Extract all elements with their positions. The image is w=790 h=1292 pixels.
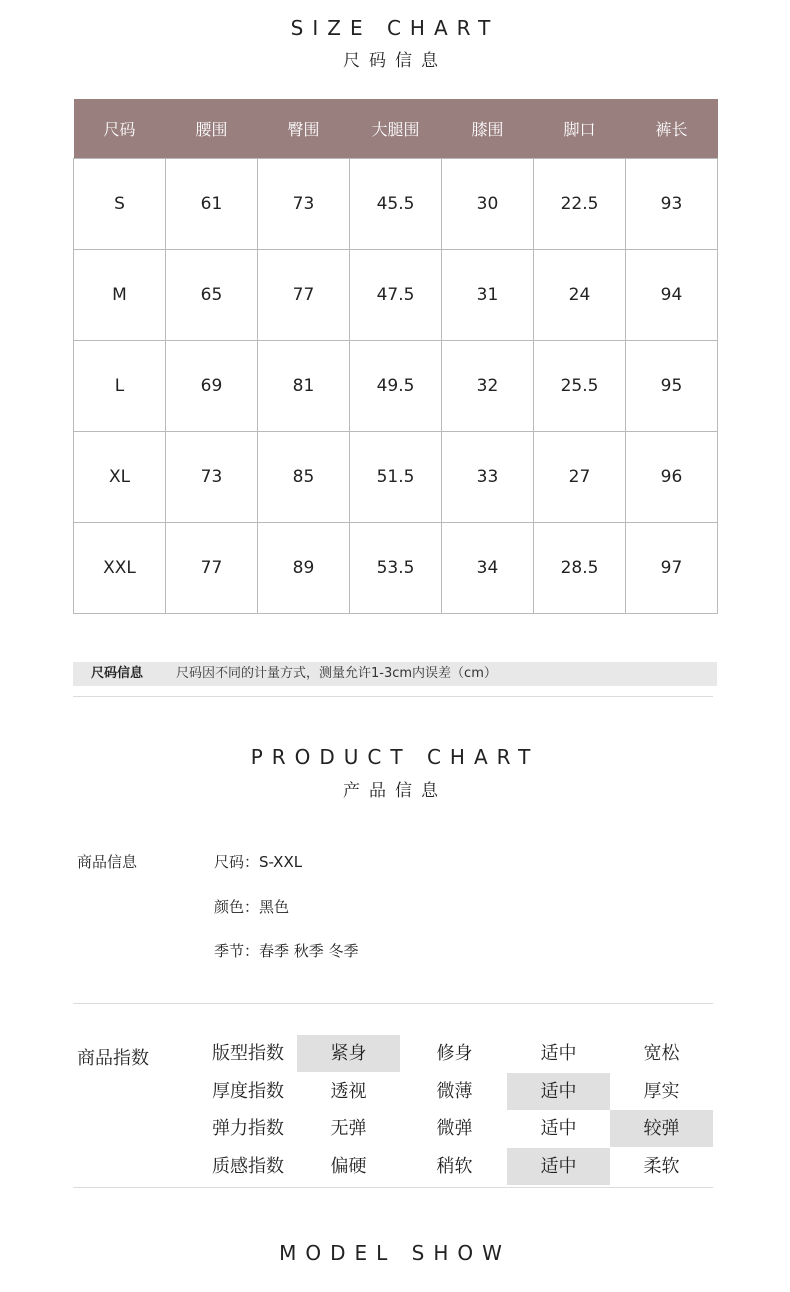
table-cell: 31 xyxy=(442,250,534,341)
divider xyxy=(73,1187,713,1188)
product-info-color: 颜色：黑色 xyxy=(214,898,290,916)
divider xyxy=(73,696,713,697)
table-cell: 32 xyxy=(442,341,534,432)
table-cell: 34 xyxy=(442,523,534,614)
size-table xyxy=(73,99,718,614)
header-cell-waist: 腰围 xyxy=(166,99,258,159)
table-cell: 53.5 xyxy=(350,523,442,614)
product-info-label: 商品信息 xyxy=(77,853,138,871)
table-cell: S xyxy=(74,159,166,250)
table-row xyxy=(74,159,718,250)
table-row xyxy=(74,341,718,432)
size-note-text: 尺码因不同的计量方式，测量允许1-3cm内误差（cm） xyxy=(176,666,497,681)
product-index-label: 商品指数 xyxy=(77,1048,149,1069)
index-option: 稍软 xyxy=(436,1156,473,1177)
index-option: 较弹 xyxy=(610,1110,713,1147)
size-table-header-row xyxy=(74,99,718,159)
header-cell-size: 尺码 xyxy=(74,99,166,159)
table-cell: 95 xyxy=(626,341,718,432)
table-cell: 73 xyxy=(166,432,258,523)
table-cell: 97 xyxy=(626,523,718,614)
table-cell: 49.5 xyxy=(350,341,442,432)
model-show-title: MODEL SHOW xyxy=(279,1241,511,1265)
table-cell: 61 xyxy=(166,159,258,250)
size-chart-subtitle: 尺码信息 xyxy=(343,51,447,71)
divider xyxy=(73,1003,713,1004)
table-cell: 27 xyxy=(534,432,626,523)
table-cell: 93 xyxy=(626,159,718,250)
table-cell: 65 xyxy=(166,250,258,341)
index-option: 修身 xyxy=(436,1043,473,1064)
index-option: 柔软 xyxy=(643,1156,680,1177)
index-row-name: 弹力指数 xyxy=(212,1118,284,1139)
index-option: 适中 xyxy=(540,1043,577,1064)
table-cell: 30 xyxy=(442,159,534,250)
table-cell: 77 xyxy=(258,250,350,341)
index-option: 透视 xyxy=(330,1081,367,1102)
index-option: 厚实 xyxy=(643,1081,680,1102)
table-cell: 51.5 xyxy=(350,432,442,523)
product-info-size: 尺码：S-XXL xyxy=(214,853,303,871)
index-option: 宽松 xyxy=(643,1043,680,1064)
table-cell: 73 xyxy=(258,159,350,250)
index-option: 无弹 xyxy=(330,1118,367,1139)
table-cell: 69 xyxy=(166,341,258,432)
table-cell: XXL xyxy=(74,523,166,614)
table-cell: L xyxy=(74,341,166,432)
table-cell: 24 xyxy=(534,250,626,341)
index-option: 适中 xyxy=(507,1073,610,1110)
table-cell: 25.5 xyxy=(534,341,626,432)
table-cell: 81 xyxy=(258,341,350,432)
size-chart-title: SIZE CHART xyxy=(290,16,500,40)
table-cell: M xyxy=(74,250,166,341)
table-cell: 96 xyxy=(626,432,718,523)
table-cell: 94 xyxy=(626,250,718,341)
header-cell-thigh: 大腿围 xyxy=(350,99,442,159)
header-cell-length: 裤长 xyxy=(626,99,718,159)
index-option: 适中 xyxy=(507,1148,610,1185)
table-cell: 47.5 xyxy=(350,250,442,341)
index-option: 紧身 xyxy=(297,1035,400,1072)
index-row-name: 版型指数 xyxy=(212,1043,284,1064)
product-chart-subtitle: 产品信息 xyxy=(343,781,447,801)
table-cell: XL xyxy=(74,432,166,523)
index-option: 微弹 xyxy=(436,1118,473,1139)
table-row xyxy=(74,432,718,523)
header-cell-knee: 膝围 xyxy=(442,99,534,159)
table-row xyxy=(74,250,718,341)
table-row xyxy=(74,523,718,614)
table-cell: 45.5 xyxy=(350,159,442,250)
header-cell-hip: 臀围 xyxy=(258,99,350,159)
table-cell: 28.5 xyxy=(534,523,626,614)
index-option: 微薄 xyxy=(436,1081,473,1102)
index-row-name: 质感指数 xyxy=(212,1156,284,1177)
product-info-season: 季节：春季 秋季 冬季 xyxy=(214,942,359,960)
size-note-label: 尺码信息 xyxy=(91,666,144,681)
index-row-name: 厚度指数 xyxy=(212,1081,284,1102)
table-cell: 85 xyxy=(258,432,350,523)
table-cell: 89 xyxy=(258,523,350,614)
header-cell-hem: 脚口 xyxy=(534,99,626,159)
table-cell: 22.5 xyxy=(534,159,626,250)
product-chart-title: PRODUCT CHART xyxy=(250,745,540,769)
index-option: 偏硬 xyxy=(330,1156,367,1177)
table-cell: 77 xyxy=(166,523,258,614)
table-cell: 33 xyxy=(442,432,534,523)
size-note-bar xyxy=(73,662,717,686)
index-option: 适中 xyxy=(540,1118,577,1139)
